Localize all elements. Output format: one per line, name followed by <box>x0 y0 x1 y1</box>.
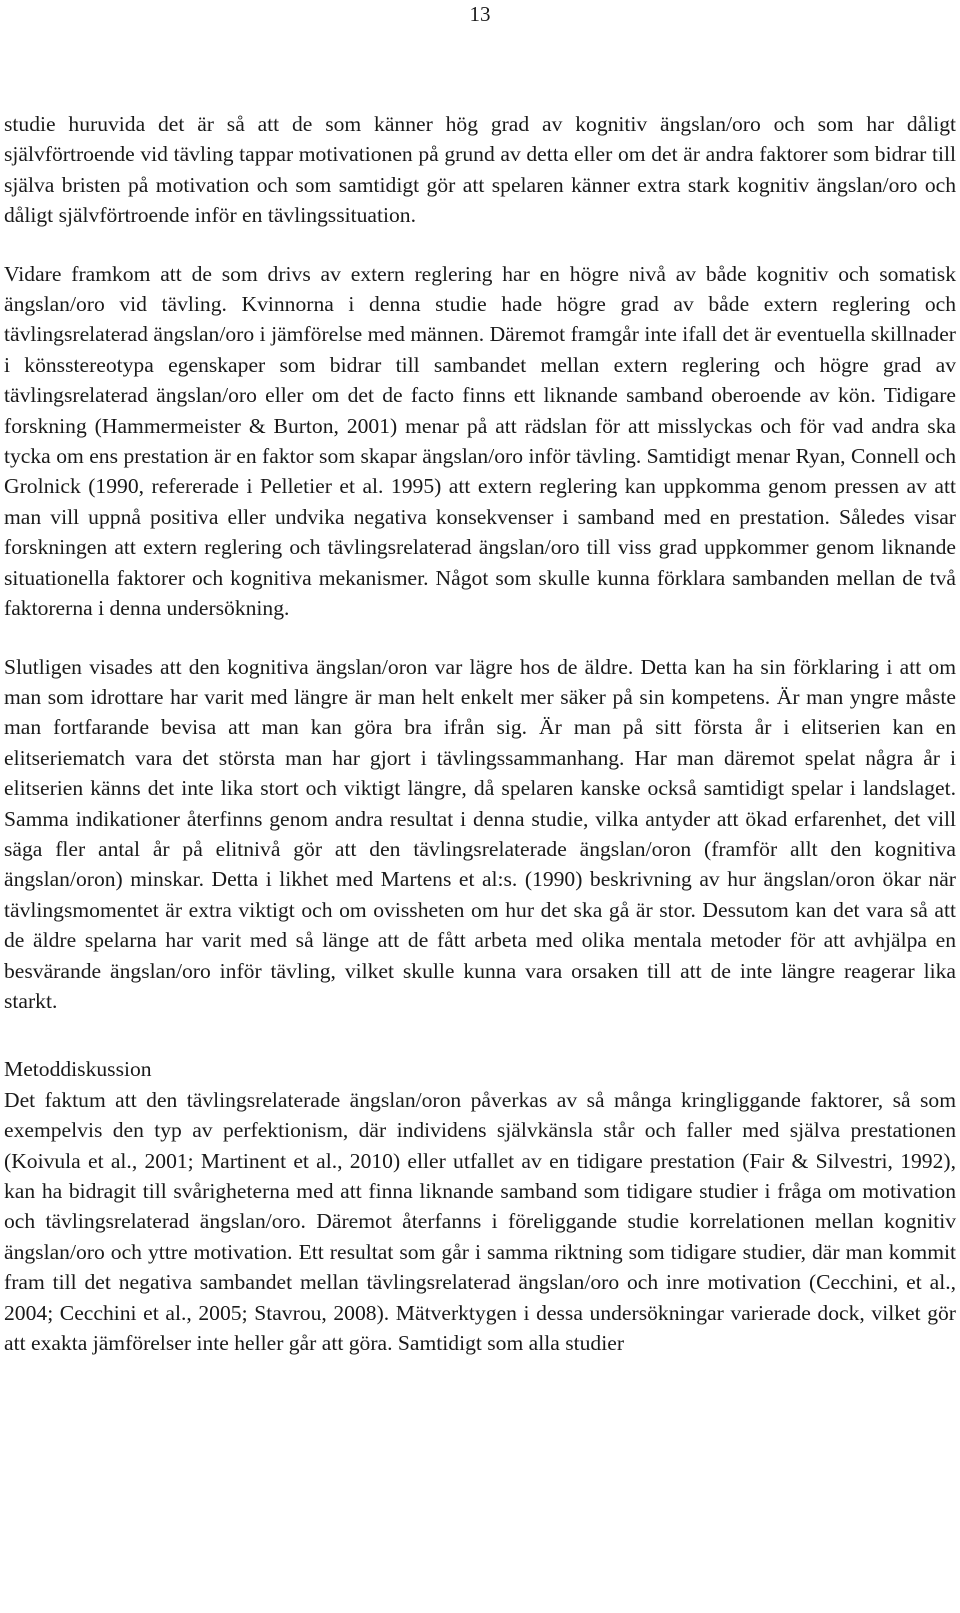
paragraph-continuation: studie huruvida det är så att de som känner hög grad av kognitiv ängslan/oro och som har dåligt självförtroende vid tävling tappar motivationen på grund av detta eller om det är andra faktorer som bidrar till själva bristen på motivation och som samtidigt gör att spelaren känner extra stark kognitiv ängslan/oro och dåligt självförtroende inför en tävlingssituation. <box>4 112 956 228</box>
page-content <box>4 109 956 1358</box>
section-heading: Metoddiskussion <box>4 1057 152 1082</box>
paragraph-slutligen: Slutligen visades att den kognitiva ängslan/oron var lägre hos de äldre. Detta kan ha sin förklaring i att om man som idrottare har varit med längre är man helt enkelt mer säker på sin kompetens. Är man yngre måste man fortfarande bevisa att man kan göra bra ifrån sig. Är man på sitt första år i elitserien kan en elitseriematch vara det största man har gjort i tävlingssammanhang. Har man däremot spelat några år i elitserien känns det inte lika stort och viktigt längre, då spelaren kanske också samtidigt spelar i landslaget. Samma indikationer återfinns genom andra resultat i denna studie, vilka antyder att ökad erfarenhet, det vill säga fler antal år på elitnivå gör att den tävlingsrelaterade ängslan/oron (framför allt den kognitiva ängslan/oron) minskar. Detta i likhet med Martens et al:s. (1990) beskrivning av hur ängslan/oron ökar när tävlingsmomentet är extra viktigt och om ovissheten om hur det ska gå är stor. Dessutom kan det vara så att de äldre spelarna har varit med så länge att de fått arbeta med olika mentala metoder för att avhjälpa en besvärande ängslan/oro inför tävling, vilket skulle kunna vara orsaken till att de inte längre reagerar lika starkt. <box>4 654 956 1013</box>
section-paragraph: Det faktum att den tävlingsrelaterade ängslan/oron påverkas av så många kringliggande faktorer, så som exempelvis den typ av perfektionism, där individens självkänsla står och faller med själva prestationen (Koivula et al., 2001; Martinent et al., 2010) eller utfallet av en tidigare prestation (Fair & Silvestri, 1992), kan ha bidragit till svårigheterna med att finna liknande samband som tidigare studier i fråga om motivation och tävlingsrelaterad ängslan/oro. Däremot återfanns i föreliggande studie korrelationen mellan kognitiv ängslan/oro och yttre motivation. Ett resultat som går i samma riktning som tidigare studier, där man kommit fram till det negativa sambandet mellan tävlingsrelaterad ängslan/oro och inre motivation (Cecchini, et al., 2004; Cecchini et al., 2005; Stavrou, 2008). Mätverktygen i dessa undersökningar varierade dock, vilket gör att exakta jämförelser inte heller går att göra. Samtidigt som alla studier <box>4 1087 956 1356</box>
page-number: 13 <box>469 2 491 26</box>
paragraph-extern-reglering: Vidare framkom att de som drivs av extern reglering har en högre nivå av både kognitiv och somatisk ängslan/oro vid tävling. Kvinnorna i denna studie hade högre grad av både extern reglering och tävlingsrelaterad ängslan/oro i jämförelse med männen. Däremot framgår inte ifall det är eventuella skillnader i könsstereotypa egenskaper som bidrar till sambandet mellan extern reglering och högre grad av tävlingsrelaterad ängslan/oro eller om det de facto finns ett liknande samband oberoende av kön. Tidigare forskning (Hammermeister & Burton, 2001) menar på att rädslan för att misslyckas och för vad andra ska tycka om ens prestation är en faktor som skapar ängslan/oro inför tävling. Samtidigt menar Ryan, Connell och Grolnick (1990, refererade i Pelletier et al. 1995) att extern reglering kan uppkomma genom pressen av att man vill uppnå positiva eller undvika negativa konsekvenser i samband med en prestation. Således visar forskningen att extern reglering och tävlingsrelaterad ängslan/oro till viss grad uppkommer genom liknande situationella faktorer och kognitiva mekanismer. Något som skulle kunna förklara sambanden mellan de två faktorerna i denna undersökning. <box>4 261 956 621</box>
